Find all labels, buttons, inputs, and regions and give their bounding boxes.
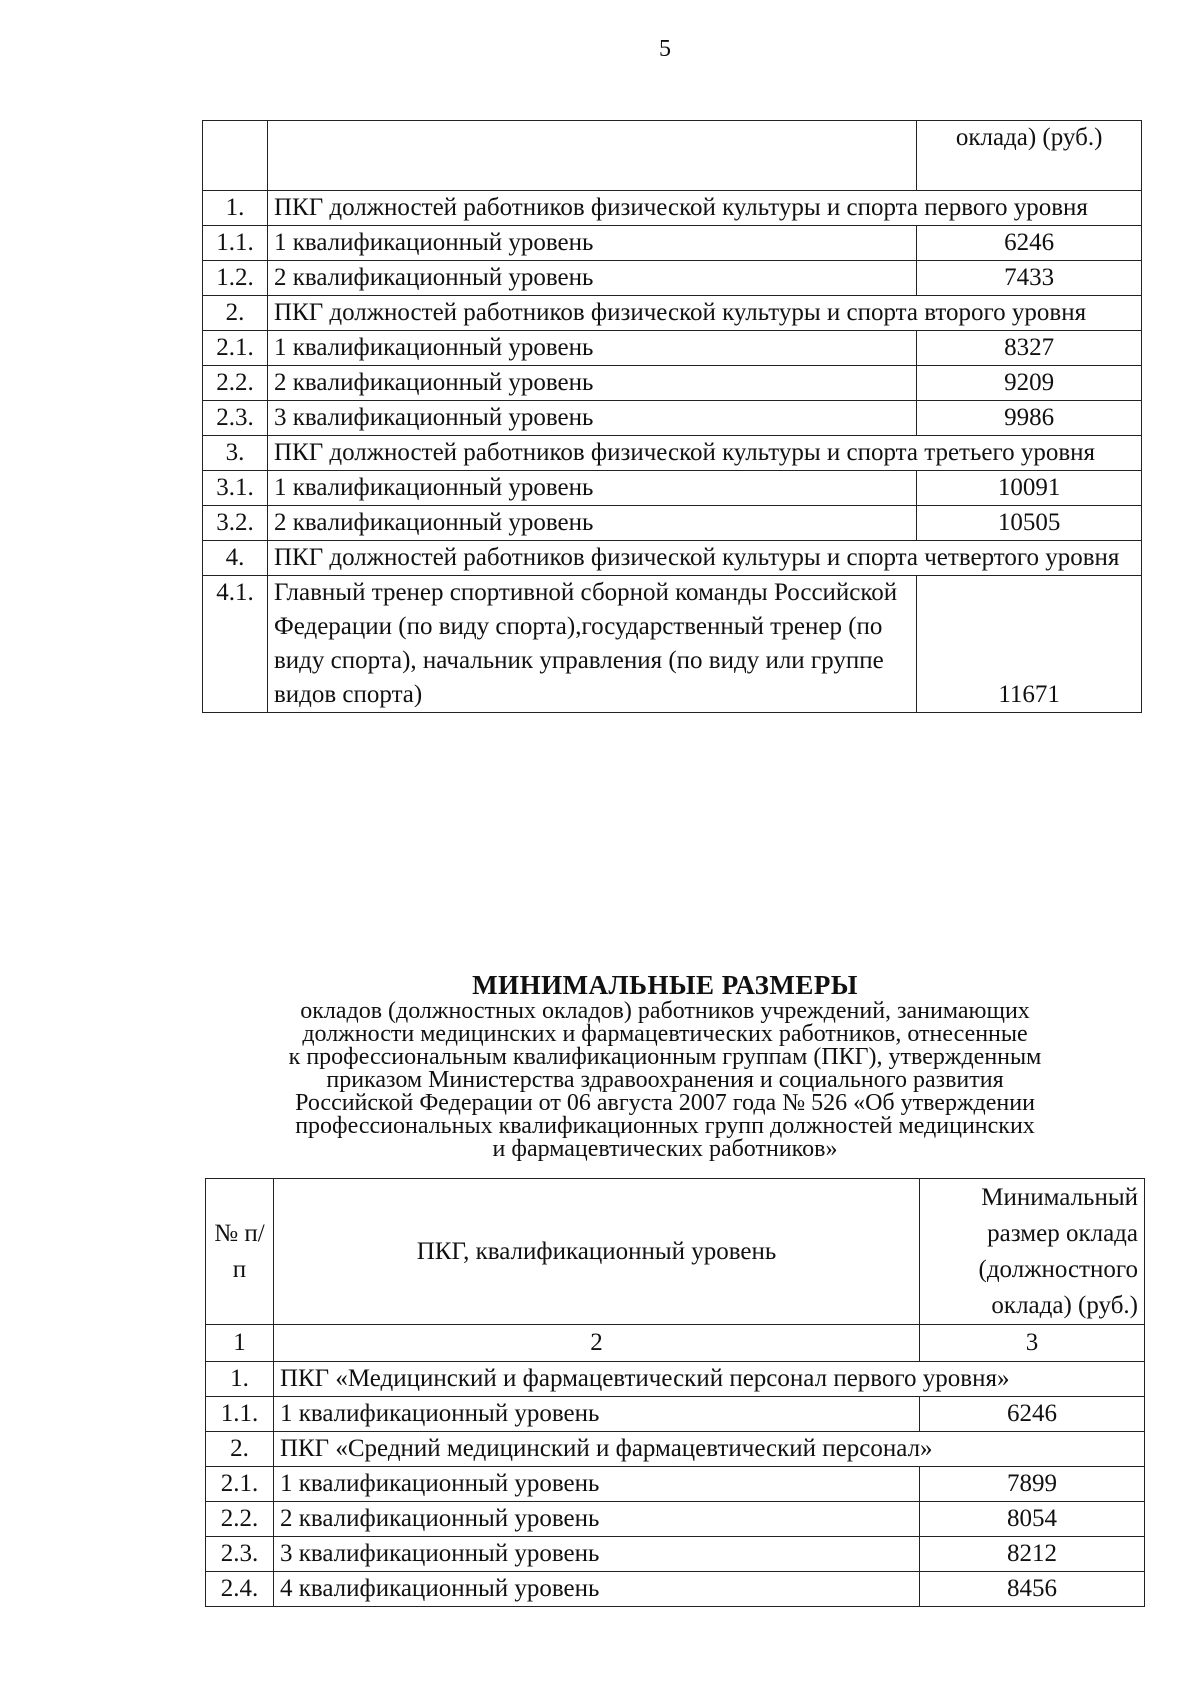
group-label: ПКГ должностей работников физической культуры и спорта второго уровня	[267, 296, 1141, 331]
table-row	[206, 1572, 1145, 1607]
table-row	[203, 296, 1142, 331]
row-number: 1.	[206, 1362, 274, 1397]
subtitle-line: профессиональных квалификационных групп должностей медицинских	[295, 1113, 1035, 1139]
row-label: 3 квалификационный уровень	[267, 401, 916, 436]
row-label: 2 квалификационный уровень	[267, 261, 916, 296]
table-row	[206, 1467, 1145, 1502]
row-salary-value: 8212	[920, 1537, 1145, 1572]
table-row	[203, 191, 1142, 226]
row-number: 2.2.	[206, 1502, 274, 1537]
col-number: 1	[206, 1325, 274, 1362]
row-label: 1 квалификационный уровень	[267, 331, 916, 366]
col-header-value: Минимальный размер оклада (должностного оклада) (руб.)	[920, 1179, 1145, 1325]
col-header-label: ПКГ, квалификационный уровень	[273, 1179, 919, 1325]
row-number: 2.	[206, 1432, 274, 1467]
col-header-num: № п/п	[206, 1179, 274, 1325]
header-label-cell	[267, 121, 916, 191]
table-row	[206, 1397, 1145, 1432]
group-label: ПКГ «Медицинский и фармацевтический персонал первого уровня»	[273, 1362, 1144, 1397]
row-number: 2.3.	[206, 1537, 274, 1572]
row-salary-value: 8327	[917, 331, 1142, 366]
table-row	[203, 261, 1142, 296]
table-row	[206, 1432, 1145, 1467]
row-number: 2.2.	[203, 366, 268, 401]
table-row	[206, 1537, 1145, 1572]
row-label: Главный тренер спортивной сборной команды Российской Федерации (по виду спорта),государственный тренер (по виду спорта), начальник управления (по виду или группе видов спорта)	[267, 576, 916, 713]
row-label: 2 квалификационный уровень	[273, 1502, 919, 1537]
row-label: 2 квалификационный уровень	[267, 506, 916, 541]
column-number-row	[206, 1325, 1145, 1362]
row-number: 1.	[203, 191, 268, 226]
row-salary-value: 7433	[917, 261, 1142, 296]
table-row	[203, 226, 1142, 261]
row-salary-value: 6246	[917, 226, 1142, 261]
page-number: 5	[659, 36, 671, 62]
row-label: 1 квалификационный уровень	[273, 1397, 919, 1432]
subtitle-line: должности медицинских и фармацевтических работников, отнесенные	[302, 1021, 1028, 1047]
group-label: ПКГ должностей работников физической культуры и спорта первого уровня	[267, 191, 1141, 226]
row-number: 1.1.	[206, 1397, 274, 1432]
row-salary-value: 7899	[920, 1467, 1145, 1502]
table-body	[203, 191, 1142, 713]
table-row	[203, 506, 1142, 541]
table-row	[203, 366, 1142, 401]
column-header-row	[206, 1179, 1145, 1325]
row-number: 4.	[203, 541, 268, 576]
subtitle-line: Российской Федерации от 06 августа 2007 года № 526 «Об утверждении	[295, 1090, 1035, 1116]
row-label: 3 квалификационный уровень	[273, 1537, 919, 1572]
col-number: 2	[273, 1325, 919, 1362]
row-salary-value: 9209	[917, 366, 1142, 401]
subtitle-line: и фармацевтических работников»	[492, 1136, 838, 1162]
table-medical-salaries	[205, 1178, 1145, 1607]
row-label: 1 квалификационный уровень	[267, 226, 916, 261]
table-row	[206, 1502, 1145, 1537]
col-number: 3	[920, 1325, 1145, 1362]
row-number: 3.1.	[203, 471, 268, 506]
row-number: 2.3.	[203, 401, 268, 436]
row-number: 1.1.	[203, 226, 268, 261]
row-number: 1.2.	[203, 261, 268, 296]
group-label: ПКГ «Средний медицинский и фармацевтический персонал»	[273, 1432, 1144, 1467]
row-salary-value: 6246	[920, 1397, 1145, 1432]
table-header-row	[203, 121, 1142, 191]
row-label: 2 квалификационный уровень	[267, 366, 916, 401]
table-row	[203, 401, 1142, 436]
row-number: 3.	[203, 436, 268, 471]
table-row	[203, 541, 1142, 576]
table-row	[203, 331, 1142, 366]
group-label: ПКГ должностей работников физической культуры и спорта четвертого уровня	[267, 541, 1141, 576]
row-salary-value: 10091	[917, 471, 1142, 506]
group-label: ПКГ должностей работников физической культуры и спорта третьего уровня	[267, 436, 1141, 471]
table-body	[206, 1362, 1145, 1607]
section-title: МИНИМАЛЬНЫЕ РАЗМЕРЫ	[472, 970, 858, 1000]
section-subtitle	[150, 1000, 1180, 1161]
row-number: 2.4.	[206, 1572, 274, 1607]
row-label: 1 квалификационный уровень	[273, 1467, 919, 1502]
row-salary-value: 8456	[920, 1572, 1145, 1607]
row-salary-value: 11671	[917, 576, 1142, 713]
subtitle-line: к профессиональным квалификационным группам (ПКГ), утвержденным	[288, 1044, 1042, 1070]
table-physical-culture-salaries	[202, 120, 1142, 713]
row-salary-value: 9986	[917, 401, 1142, 436]
header-value-cell	[917, 121, 1142, 191]
table-row	[206, 1362, 1145, 1397]
subtitle-line: окладов (должностных окладов) работников учреждений, занимающих	[300, 998, 1030, 1024]
row-number: 2.	[203, 296, 268, 331]
row-number: 3.2.	[203, 506, 268, 541]
row-number: 4.1.	[203, 576, 268, 713]
header-value-fragment: оклада) (руб.)	[955, 124, 1103, 151]
table-row	[203, 576, 1142, 713]
header-num-cell	[203, 121, 268, 191]
table-row	[203, 471, 1142, 506]
row-number: 2.1.	[203, 331, 268, 366]
subtitle-line: приказом Министерства здравоохранения и социального развития	[326, 1067, 1004, 1093]
row-number: 2.1.	[206, 1467, 274, 1502]
row-label: 1 квалификационный уровень	[267, 471, 916, 506]
row-salary-value: 10505	[917, 506, 1142, 541]
row-label: 4 квалификационный уровень	[273, 1572, 919, 1607]
row-salary-value: 8054	[920, 1502, 1145, 1537]
table-row	[203, 436, 1142, 471]
